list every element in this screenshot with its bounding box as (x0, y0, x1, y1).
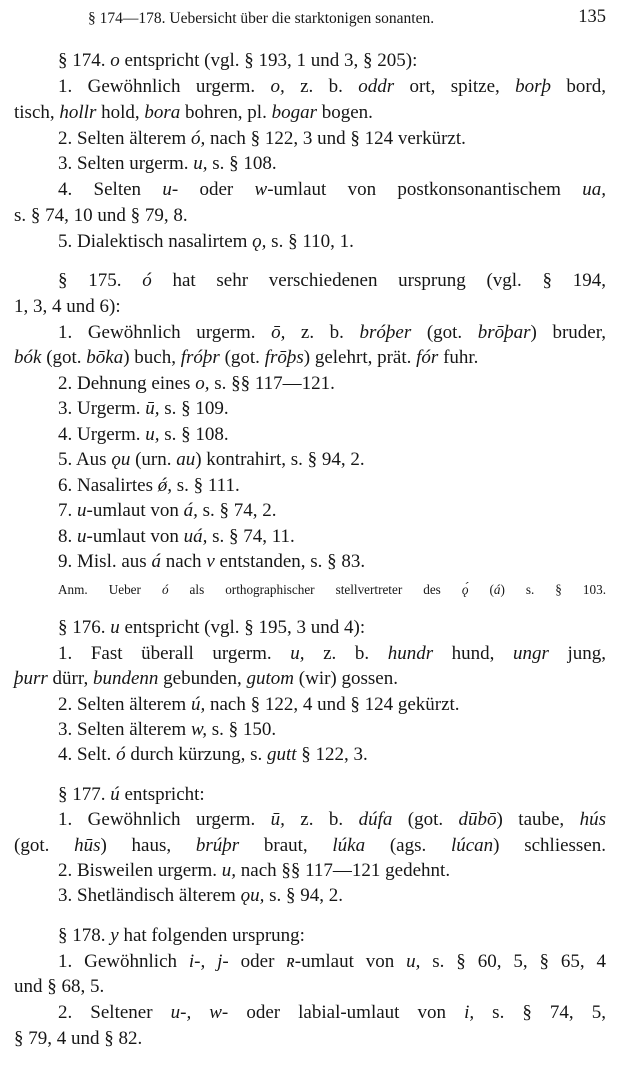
section-177-item-1-cont: (got. hūs) haus, brúþr braut, lúka (ags. lúcan) schliessen. (14, 835, 607, 856)
section-177-item-2: 2. Bisweilen urgerm. u, nach §§ 117—121 gedehnt. (58, 860, 451, 881)
section-174-item-3: 3. Selten urgerm. u, s. § 108. (58, 153, 277, 174)
section-175-item-9: 9. Misl. aus á nach v entstanden, s. § 83. (58, 551, 366, 572)
section-176-item-3: 3. Selten älterem w, s. § 150. (58, 719, 277, 740)
section-177-item-1: 1. Gewöhnlich urgerm. ū, z. b. dúfa (got. dūbō) taube, hús (58, 809, 607, 830)
section-178-item-1: 1. Gewöhnlich i-, j- oder ʀ-umlaut von u, s. § 60, 5, § 65, 4 (58, 951, 606, 972)
section-175-item-7: 7. u-umlaut von á, s. § 74, 2. (58, 500, 277, 521)
section-175-item-5: 5. Aus ǫu (urn. au) kontrahirt, s. § 94, 2. (58, 449, 365, 470)
section-176-item-2: 2. Selten älterem ú, nach § 122, 4 und § 124 gekürzt. (58, 694, 460, 715)
section-176-item-1-cont: þurr dürr, bundenn gebunden, gutom (wir) gossen. (14, 668, 398, 689)
section-174-item-4: 4. Selten u- oder w-umlaut von postkonsonantischem ua, (58, 179, 606, 200)
header-title: § 174—178. Uebersicht über die starktonigen sonanten. (88, 10, 435, 27)
section-175-note: Anm. Ueber ó als orthographischer stellvertreter des ǫ́ (á) s. § 103. (58, 582, 607, 597)
section-175-item-1: 1. Gewöhnlich urgerm. ō, z. b. bróþer (got. brōþar) bruder, (58, 322, 607, 343)
section-176-item-4: 4. Selt. ó durch kürzung, s. gutt § 122, 3. (58, 744, 368, 765)
section-175-item-3: 3. Urgerm. ū, s. § 109. (58, 398, 229, 419)
section-176-item-1: 1. Fast überall urgerm. u, z. b. hundr hund, ungr jung, (58, 643, 607, 664)
section-175-item-2: 2. Dehnung eines o, s. §§ 117—121. (58, 373, 335, 394)
section-174-item-1: 1. Gewöhnlich urgerm. o, z. b. oddr ort, spitze, borþ bord, (58, 76, 606, 97)
section-177-item-3: 3. Shetländisch älterem ǫu, s. § 94, 2. (58, 885, 343, 906)
section-175-heading-cont: 1, 3, 4 und 6): (14, 296, 121, 317)
section-178-item-2-cont: § 79, 4 und § 82. (14, 1028, 143, 1049)
section-174-heading: § 174. o entspricht (vgl. § 193, 1 und 3, § 205): (58, 50, 418, 71)
section-175-heading: § 175. ó hat sehr verschiedenen ursprung (vgl. § 194, (58, 270, 607, 291)
section-177-heading: § 177. ú entspricht: (58, 784, 205, 805)
page-number: 135 (578, 7, 606, 27)
section-178-heading: § 178. y hat folgenden ursprung: (58, 925, 305, 946)
section-178-item-2: 2. Seltener u-, w- oder labial-umlaut von i, s. § 74, 5, (58, 1002, 606, 1023)
running-header (14, 6, 606, 32)
section-174-item-4-cont: s. § 74, 10 und § 79, 8. (14, 205, 188, 226)
section-174-item-5: 5. Dialektisch nasalirtem ǫ, s. § 110, 1. (58, 231, 354, 252)
section-174-item-1-cont: tisch, hollr hold, bora bohren, pl. bogar bogen. (14, 102, 373, 123)
section-175-item-1-cont: bók (got. bōka) buch, fróþr (got. frōþs) gelehrt, prät. fór fuhr. (14, 347, 479, 368)
section-175-item-6: 6. Nasalirtes ǿ, s. § 111. (58, 475, 240, 496)
section-174-item-2: 2. Selten älterem ó, nach § 122, 3 und § 124 verkürzt. (58, 128, 466, 149)
section-178-item-1-cont: und § 68, 5. (14, 976, 105, 997)
section-175-item-8: 8. u-umlaut von uá, s. § 74, 11. (58, 526, 295, 547)
section-176-heading: § 176. u entspricht (vgl. § 195, 3 und 4): (58, 617, 366, 638)
section-175-item-4: 4. Urgerm. u, s. § 108. (58, 424, 229, 445)
